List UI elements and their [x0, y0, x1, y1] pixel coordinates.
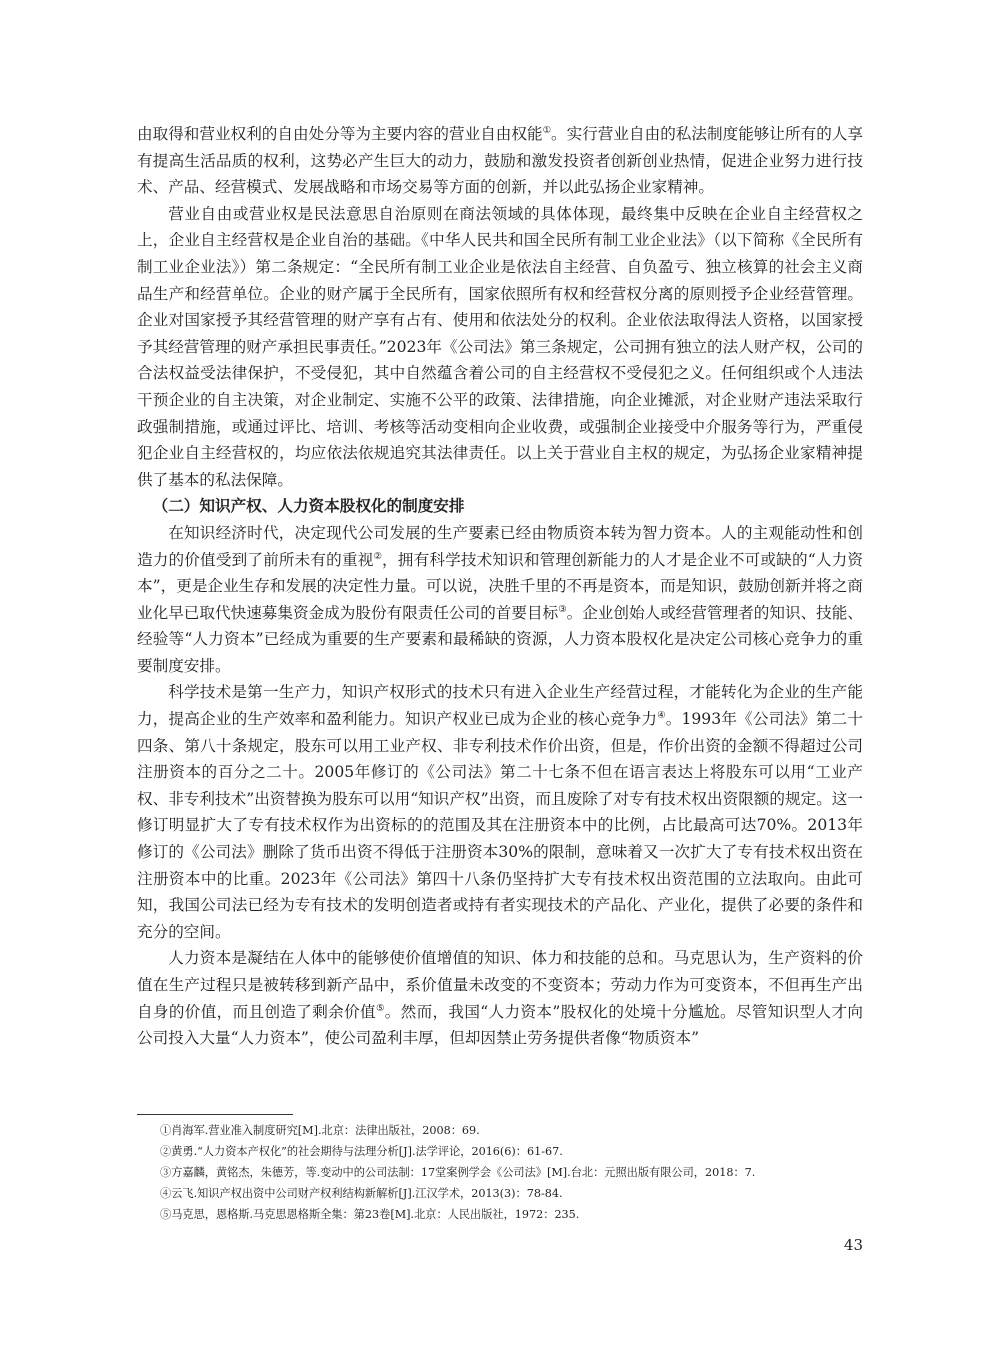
- paragraph-text: 。企业创始人或经营管理者的知识、技能、经验等“人力资本”已经成为重要的生产要素和最稀缺的资源，人力资本股权化是决定公司核心竞争力的重要制度安排。: [137, 603, 863, 675]
- footnote-3: ③方嘉麟，黄铭杰，朱德芳，等.变动中的公司法制：17堂案例学会《公司法》[M].台北：元照出版有限公司，2018：7.: [160, 1166, 756, 1179]
- footnote-4: ④云飞.知识产权出资中公司财产权利结构新解析[J].江汉学术，2013(3)：78-84.: [160, 1187, 563, 1200]
- paragraph-text: 营业自由或营业权是民法意思自治原则在商法领域的具体体现，最终集中反映在企业自主经营权之上，企业自主经营权是企业自治的基础。《中华人民共和国全民所有制工业企业法》（以下简称《全民所有制工业企业法》）第二条规定：“全民所有制工业企业是依法自主经营、自负盈亏、独立核算的社会主义商品生产和经营单位。企业的财产属于全民所有，国家依照所有权和经营权分离的原则授予企业经营管理。企业对国家授予其经营管理的财产享有占有、使用和依法处分的权利。企业依法取得法人资格，以国家授予其经营管理的财产承担民事责任。”2023年《公司法》第三条规定，公司拥有独立的法人财产权，公司的合法权益受法律保护，不受侵犯，其中自然蕴含着公司的自主经营权不受侵犯之义。任何组织或个人违法干预企业的自主决策，对企业制定、实施不公平的政策、法律措施，向企业摊派，对企业财产违法采取行政强制措施，或通过评比、培训、考核等活动变相向企业收费，或强制企业接受中介服务等行为，严重侵犯企业自主经营权的，均应依法依规追究其法律责任。以上关于营业自主权的规定，为弘扬企业家精神提供了基本的私法保障。: [137, 204, 863, 489]
- paragraph-text: 。1993年《公司法》第二十四条、第八十条规定，股东可以用工业产权、非专利技术作价出资，但是，作价出资的金额不得超过公司注册资本的百分之二十。2005年修订的《公司法》第二十七条不但在语言表达上将股东可以用“工业产权、非专利技术”出资替换为股东可以用“知识产权”出资，而且废除了对专有技术权出资限额的规定。这一修订明显扩大了专有技术权作为出资标的的范围及其在注册资本中的比例，占比最高可达70%。2013年修订的《公司法》删除了货币出资不得低于注册资本30%的限制，意味着又一次扩大了专有技术权出资在注册资本中的比重。2023年《公司法》第四十八条仍坚持扩大专有技术权出资范围的立法取向。由此可知，我国公司法已经为专有技术的发明创造者或持有者实现技术的产品化、产业化，提供了必要的条件和充分的空间。: [137, 710, 864, 941]
- paragraph: [137, 201, 863, 494]
- body-text: [137, 121, 863, 1052]
- footnote-marker: ⑤: [375, 1002, 385, 1014]
- footnote-marker: ③: [558, 603, 567, 615]
- footnote-marker: ①: [542, 124, 551, 136]
- footnote-1: ①肖海军.营业准入制度研究[M].北京：法律出版社，2008：69.: [160, 1124, 480, 1137]
- footnotes: [160, 1120, 860, 1225]
- paragraph-text: 由取得和营业权利的自由处分等为主要内容的营业自由权能: [137, 125, 543, 143]
- paragraph: [137, 679, 863, 945]
- paragraph: [137, 945, 863, 1051]
- paragraph-text: 。实行营业自由的私法制度能够让所有的人享有提高生活品质的权利，这势必产生巨大的动力，鼓励和激发投资者创新创业热情，促进企业努力进行技术、产品、经营模式、发展战略和市场交易等方面的创新，并以此弘扬企业家精神。: [137, 125, 863, 197]
- paragraph-text: ，拥有科学技术知识和管理创新能力的人才是企业不可或缺的“人力资本”，更是企业生存和发展的决定性力量。可以说，决胜千里的不再是资本，而是知识，鼓励创新并将之商业化早已取代快速募集资金成为股份有限责任公司的首要目标: [137, 550, 863, 622]
- paragraph-text: 人力资本是凝结在人体中的能够使价值增值的知识、体力和技能的总和。马克思认为，生产资料的价值在生产过程只是被转移到新产品中，系价值量未改变的不变资本；劳动力作为可变资本，不但再生产出自身的价值，而且创造了剩余价值: [137, 949, 863, 1021]
- paragraph: [137, 121, 863, 201]
- paragraph-text: 在知识经济时代，决定现代公司发展的生产要素已经由物质资本转为智力资本。人的主观能动性和创造力的价值受到了前所未有的重视: [137, 523, 863, 569]
- paragraph: [137, 520, 863, 680]
- footnote-marker: ④: [657, 709, 666, 721]
- footnote-5: ⑤马克思，恩格斯.马克思恩格斯全集：第23卷[M].北京：人民出版社，1972：235.: [160, 1208, 580, 1221]
- paragraph-text: 。然而，我国“人力资本”股权化的处境十分尴尬。尽管知识型人才向公司投入大量“人力资本”，使公司盈利丰厚，但却因禁止劳务提供者像“物质资本”: [137, 1002, 863, 1048]
- footnote-marker: ②: [373, 550, 383, 562]
- paragraph-text: 科学技术是第一生产力，知识产权形式的技术只有进入企业生产经营过程，才能转化为企业的生产能力，提高企业的生产效率和盈利能力。知识产权业已成为企业的核心竞争力: [137, 683, 863, 729]
- section-heading: （二）知识产权、人力资本股权化的制度安排: [152, 497, 465, 516]
- footnote-rule: [137, 1114, 293, 1115]
- footnote-2: ②黄勇.“人力资本产权化”的社会期待与法理分析[J].法学评论，2016(6)：61-67.: [160, 1145, 563, 1158]
- page-number: 43: [843, 1236, 863, 1254]
